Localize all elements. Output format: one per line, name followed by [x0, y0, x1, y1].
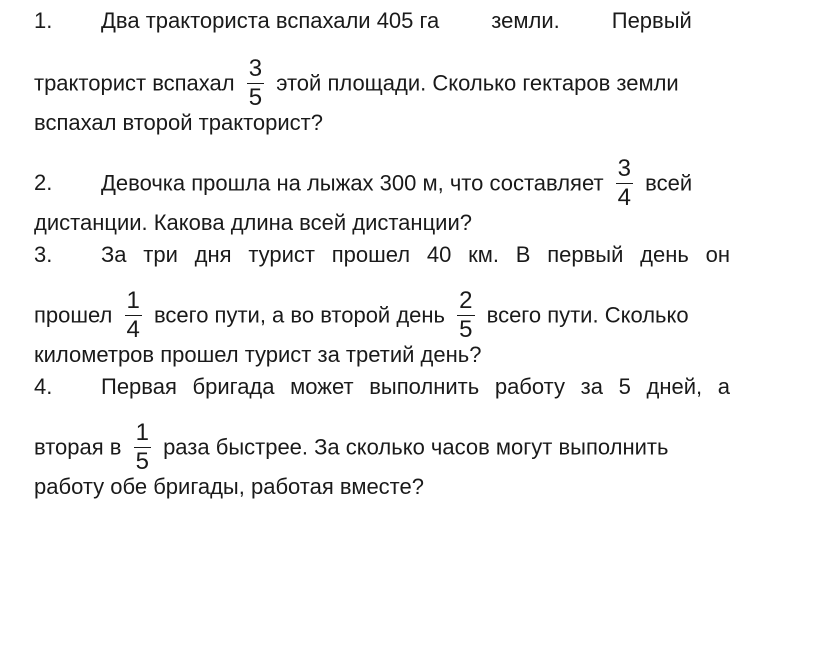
problem-1-line-1: [34, 6, 730, 36]
fraction-numerator: 3: [617, 155, 632, 182]
problem-3-line-3: [34, 340, 730, 370]
fraction-1-4: [125, 289, 142, 342]
problem-1-text-b: земли.: [491, 8, 560, 33]
problem-4-number: 4.: [34, 374, 53, 399]
problem-2-line-1-after: всей: [645, 170, 693, 196]
problem-2-number: 2.: [34, 170, 53, 196]
fraction-numerator: 1: [135, 419, 149, 446]
fraction-denominator: 5: [135, 448, 149, 475]
fraction-numerator: 2: [459, 287, 473, 314]
fraction-2-5: [457, 289, 474, 342]
problem-4-line-3-text: работу обе бригады, работая вместе?: [34, 474, 424, 499]
fraction-1-5: [134, 421, 151, 474]
problem-2-line-1: [34, 155, 730, 211]
problem-4-line-2: [34, 419, 730, 475]
problem-4-line-2-before: вторая в: [34, 434, 122, 460]
problem-4-line-2-after: раза быстрее. За сколько часов могут выполнить: [163, 434, 669, 460]
problem-3-line-2-middle: всего пути, а во второй день: [153, 302, 446, 328]
fraction-denominator: 4: [126, 316, 140, 343]
fraction-3-5: [247, 57, 264, 110]
fraction-denominator: 5: [459, 316, 473, 343]
problem-1-line-2: [34, 55, 730, 111]
problem-3-number: 3.: [34, 242, 53, 267]
problem-3-line-2-before: прошел: [34, 302, 113, 328]
problem-1-text-a: Два тракториста вспахали 405 га: [101, 8, 440, 33]
fraction-3-4: [616, 157, 633, 210]
problem-4-line-1: [34, 372, 730, 402]
problem-1-number: 1.: [34, 8, 53, 33]
fraction-denominator: 5: [248, 84, 263, 111]
problem-2-line-1-before: Девочка прошла на лыжах 300 м, что составляет: [101, 170, 604, 196]
problem-3-line-2: [34, 287, 730, 343]
problem-1-line-3-text: вспахал второй тракторист?: [34, 110, 323, 135]
problem-1-line-2-before: тракторист вспахал: [34, 70, 235, 96]
problem-3-line-2-after: всего пути. Сколько: [486, 302, 689, 328]
fraction-numerator: 1: [126, 287, 140, 314]
problem-1-line-2-after: этой площади. Сколько гектаров земли: [276, 70, 679, 96]
problem-1-text-c: Первый: [611, 8, 692, 33]
problem-3-line-1: [34, 240, 730, 270]
problem-1-line-3: [34, 108, 730, 138]
fraction-numerator: 3: [248, 55, 263, 82]
problem-2-line-2: [34, 208, 730, 238]
problem-3-line-1-text: За три дня турист прошел 40 км. В первый день он: [101, 242, 730, 267]
problem-3-line-3-text: километров прошел турист за третий день?: [34, 342, 482, 367]
fraction-denominator: 4: [617, 184, 632, 211]
problem-4-line-3: [34, 472, 730, 502]
problem-2-line-2-text: дистанции. Какова длина всей дистанции?: [34, 210, 472, 235]
problem-4-line-1-text: Первая бригада может выполнить работу за 5 дней, а: [101, 374, 730, 399]
